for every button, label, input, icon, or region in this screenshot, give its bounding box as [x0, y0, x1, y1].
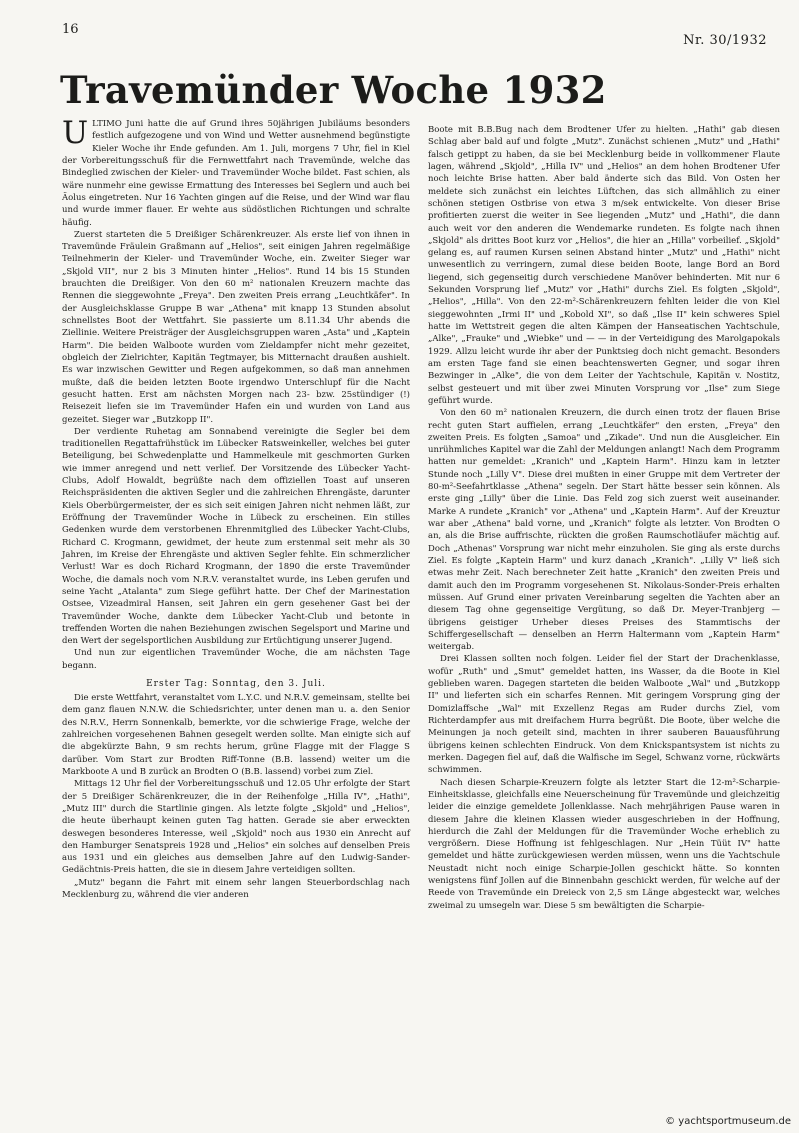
lead-paragraph	[62, 115, 410, 229]
article-title: Travemünder Woche 1932	[60, 68, 607, 112]
drop-cap: U	[62, 115, 89, 151]
right-column	[428, 124, 780, 912]
section-subheading: Erster Tag: Sonntag, den 3. Juli.	[146, 679, 326, 690]
paragraph: Drei Klassen sollten noch folgen. Leider fiel der Start der Drachenklasse, wofür „Ruth" und „Smut" gemeldet hatten, ins Wasser, da die Boote in Kiel geblieben waren. Dagegen starteten die beiden Walboote „Wal" und „Butzkopp II" und lieferten sich ein scharfes Rennen. Mit geringem Vorsprung ging der Domizlaffsche „Wal" mit Exzellenz Regas am Ruder durchs Ziel, vom Richterdampfer aus mit dreifachem Hurra begrüßt. Die Boote, über welche die Meinungen ja noch geteilt sind, machten in ihrer sauberen Bauausführung übrigens keinen schlechten Eindruck. Von dem Knickspantsystem ist nichts zu merken. Dagegen fiel auf, daß die Walfische im Segel, Schwanz vorne, rückwärts schwimmen.	[428, 654, 780, 776]
paragraph: Zuerst starteten die 5 Dreißiger Schärenkreuzer. Als erste lief von ihnen in Travemünde Fräulein Graßmann auf „Helios", seit einigen Jahren regelmäßige Teilnehmerin der Kieler- und Travemünder Woche, ein. Zweiter Sieger war „Skjold VII", nur 2 bis 3 Minuten hinter „Helios". Rund 14 bis 15 Stunden brauchten die Dreißiger. Von den 60 m² nationalen Kreuzern machte das Rennen die sieggewohnte „Freya". Den zweiten Preis errang „Leuchtkäfer". In der Ausgleichsklasse Gruppe B war „Athena" mit knapp 13 Stunden absolut schnellstes Boot der Wettfahrt. Sie passierte um 8.11.34 Uhr abends die Ziellinie. Weitere Preisträger der Ausgleichsgruppen waren „Asta" und „Kaptein Harm". Die beiden Walboote wurden vom Zieldampfer nicht mehr gezeitet, obgleich der Zielrichter, Kapitän Tegtmayer, bis Mitternacht draußen aushielt. Es war inzwischen Gewitter und Regen aufgekommen, so daß man annehmen mußte, daß die beiden letzten Boote irgendwo Unterschlupf für die Nacht gesucht hatten. Erst am nächsten Morgen nach 23- bzw. 25stündiger (!) Reisezeit liefen sie im Travemünder Hafen ein und wurden von Land aus gezeitet. Sieger war „Butzkopp II".	[62, 229, 410, 425]
paragraph: Die erste Wettfahrt, veranstaltet vom L.Y.C. und N.R.V. gemeinsam, stellte bei dem ganz flauen N.N.W. die Schiedsrichter, unter denen man u. a. den Senior des N.R.V., Herrn Sonnenkalb, bemerkte, vor die schwierige Frage, welche der zahlreichen vorgesehenen Bahnen gesegelt werden sollte. Man einigte sich auf die abgekürzte Bahn, 9 sm rechts herum, grüne Flagge mit der Flagge S darüber. Vom Start zur Brodten Riff-Tonne (B.B. lassend) weiter um die Markboote A und B zurück an Brodten O (B.B. lassend) vorbei zum Ziel.	[62, 693, 410, 777]
issue-number: Nr. 30/1932	[683, 33, 767, 48]
lead-paragraph-text: LTIMO Juni hatte die auf Grund ihres 50jährigen Jubiläums besonders festlich aufgezogene und von Wind und Wetter ausnehmend begünstigte Kieler Woche ihr Ende gefunden. Am 1. Juli, morgens 7 Uhr, fiel in Kiel der Vorbereitungsschuß für die Fernwettfahrt nach Travemünde, welche das Bindeglied zwischen der Kieler- und Travemünder Woche bildet. Fast schien, als wäre nunmehr eine gewisse Ermattung des Interesses bei Seglern und auch bei Äolus eingetreten. Nur 16 Yachten gingen auf die Reise, und der Wind war flau und wurde immer flauer. Er wehte aus südöstlichen Richtungen und schralte häufig.	[62, 119, 410, 228]
paragraph: Von den 60 m² nationalen Kreuzern, die durch einen trotz der flauen Brise recht guten Start auffielen, errang „Leuchtkäfer" den ersten, „Freya" den zweiten Preis. Es folgten „Samoa" und „Zikade". Und nun die Ausgleicher. Ein unrühmliches Kapitel war die Zahl der Meldungen anlangt! Nach dem Programm hatten nur gemeldet: „Kranich" und „Kaptein Harm". Hinzu kam in letzter Stunde noch „Lilly V". Diese drei mußten in einer Gruppe mit dem Vertreter der 80-m²-Seefahrtklasse „Athena" segeln. Der Start hätte besser sein können. Als erste ging „Lilly" über die Linie. Das Feld zog sich zuerst weit auseinander. Marke A rundete „Kranich" vor „Athena" und „Kaptein Harm". Auf der Kreuztur war aber „Athena" bald vorne, und „Kranich" folgte als letzter. Von Brodten O an, als die Brise auffrischte, rückten die großen Raumschotläufer mächtig auf. Doch „Athenas" Vorsprung war nicht mehr einzuholen. Sie ging als erste durchs Ziel. Es folgte „Kaptein Harm" und kurz danach „Kranich". „Lilly V" ließ sich etwas mehr Zeit. Nach berechneter Zeit hatte „Kranich" den zweiten Preis und damit auch den im Programm vorgesehenen St. Nikolaus-Sonder-Preis erhalten müssen. Auf Grund einer privaten Vereinbarung segelten die Yachten aber an diesem Tag ohne gegenseitige Vergütung, so daß Dr. Meyer-Tranbjerg — übrigens geistiger Urheber dieses Preises des Stammtischs der Schiffergesellschaft — denselben an Herrn Haltermann vom „Kaptein Harm" weitergab.	[428, 408, 780, 653]
paragraph: Und nun zur eigentlichen Travemünder Woche, die am nächsten Tage begann.	[62, 648, 410, 671]
left-column	[62, 115, 410, 901]
paragraph: Boote mit B.B.Bug nach dem Brodtener Ufer zu hielten. „Hathi" gab diesen Schlag aber bald auf und folgte „Mutz". Zunächst schienen „Mutz" und „Hathi" falsch getippt zu haben, da sie bei Mecklenburg beide in vollkommener Flaute lagen, während „Skjold", „Hilla IV" und „Helios" an dem hohen Brodtener Ufer noch leichte Brise hatten. Aber bald änderte sich das Bild. Von Osten her meldete sich zunächst ein leichtes Lüftchen, das sich allmählich zu einer schönen stetigen Ostbrise von etwa 3 m/sek entwickelte. Von dieser Brise profitierten zuerst die weiter in See liegenden „Mutz" und „Hathi", die dann auch weit vor den anderen die Wendemarke rundeten. Es folgte nach ihnen „Skjold" als drittes Boot kurz vor „Helios", die hier an „Hilla" vorbeilief. „Skjold" gelang es, auf raumen Kursen seinen Abstand hinter „Mutz" und „Hathi" nicht unwesentlich zu verringern, zumal diese beiden Boote, lange Bord an Bord liegend, sich gegenseitig durch verschiedene Manöver behinderten. Mit nur 6 Sekunden Vorsprung lief „Mutz" vor „Hathi" durchs Ziel. Es folgten „Skjold", „Helios", „Hilla". Von den 22-m²-Schärenkreuzern fehlten leider die von Kiel sieggewohnten „Irmi II" und „Kobold XI", so daß „Ilse II" kein schweres Spiel hatte im Wettstreit gegen die alten Kämpen der Hanseatischen Yachtschule, „Alke", „Frauke" und „Wiebke" und — — in der Verteidigung des Marolgapokals 1929. Allzu leicht wurde ihr aber der Punktsieg doch nicht gemacht. Besonders am ersten Tage fand sie einen beachtenswerten Gegner, und sogar ihren Bezwinger in „Alke", die von dem Leiter der Yachtschule, Kapitän v. Nostitz, selbst gesteuert und mit über zwei Minuten Vorsprung vor „Ilse" zum Siege geführt wurde.	[428, 125, 780, 406]
paragraph: Mittags 12 Uhr fiel der Vorbereitungsschuß und 12.05 Uhr erfolgte der Start der 5 Dreißiger Schärenkreuzer, die in der Reihenfolge „Hilla IV", „Hathi", „Mutz III" durch die Startlinie gingen. Als letzte folgte „Skjold" und „Helios", die heute überhaupt keinen guten Tag hatten. Gerade sie aber erweckten deswegen besonderes Interesse, weil „Skjold" noch aus 1930 ein Anrecht auf den Hamburger Senatspreis 1928 und „Helios" ein solches auf denselben Preis aus 1931 und ein gleiches aus demselben Jahre auf den Ludwig-Sander-Gedächtnis-Preis hatten, die sie in diesem Jahre verteidigen sollten.	[62, 779, 410, 876]
paragraph: Der verdiente Ruhetag am Sonnabend vereinigte die Segler bei dem traditionellen Regattafrühstück im Lübecker Ratsweinkeller, welches bei guter Beteiligung, bei Schwedenplatte und Hammelkeule mit geschmorten Gurken wie immer anregend und nett verlief. Der Vorsitzende des Lübecker Yacht-Clubs, Adolf Howaldt, begrüßte nach dem offiziellen Toast auf unseren Reichspräsidenten die aktiven Segler und die zahlreichen Ehrengäste, darunter Kiels Oberbürgermeister, der es sich seit einigen Jahren nicht nehmen läßt, zur Eröffnung der Travemünder Woche in Lübeck zu erscheinen. Ein stilles Gedenken wurde dem verstorbenen Ehrenmitglied des Lübecker Yacht-Clubs, Richard C. Krogmann, gewidmet, der heute zum erstenmal seit mehr als 30 Jahren, im Kreise der Ehrengäste und aktiven Segler fehlte. Ein schmerzlicher Verlust! War es doch Richard Krogmann, der 1890 die erste Travemünder Woche, die damals noch vom N.R.V. veranstaltet wurde, ins Leben gerufen und seine Yacht „Atalanta" zum Siege geführt hatte. Der Chef der Marinestation Ostsee, Vizeadmiral Hansen, seit Jahren ein gern gesehener Gast bei der Travemünder Woche, dankte dem Lübecker Yacht-Club und betonte in treffenden Worten die nahen Beziehungen zwischen Segelsport und Marine und den Wert der segelsportlichen Ausbildung zur Ertüchtigung unserer Jugend.	[62, 426, 410, 647]
paragraph: Nach diesen Scharpie-Kreuzern folgte als letzter Start die 12-m²-Scharpie-Einheitsklasse, gleichfalls eine Neuerscheinung für Travemünde und gleichzeitig leider die einzige gemeldete Jollenklasse. Nach mehrjährigen Pause waren in diesem Jahre die kleinen Klassen wieder ausgeschrieben in der Hoffnung, hierdurch die Zahl der Meldungen für die Travemünder Woche erheblich zu vergrößern. Diese Hoffnung ist fehlgeschlagen. Nur „Hein Tüüt IV" hatte gemeldet und hätte zurückgewiesen werden müssen, wenn uns die Yachtschule Neustadt nicht noch einige Scharpie-Jollen geschickt hätte. So konnten wenigstens fünf Jollen auf die Binnenbahn geschickt werden, für welche auf der Reede von Travemünde ein Dreieck von 2,5 sm Länge abgesteckt war, welches zweimal zu umsegeln war. Diese 5 sm bewältigten die Scharpie-	[428, 777, 780, 911]
page-number: 16	[62, 22, 79, 37]
source-credit: © yachtsportmuseum.de	[665, 1116, 791, 1127]
paragraph: „Mutz" begann die Fahrt mit einem sehr langen Steuerbordschlag nach Mecklenburg zu, während die vier anderen	[62, 877, 410, 901]
